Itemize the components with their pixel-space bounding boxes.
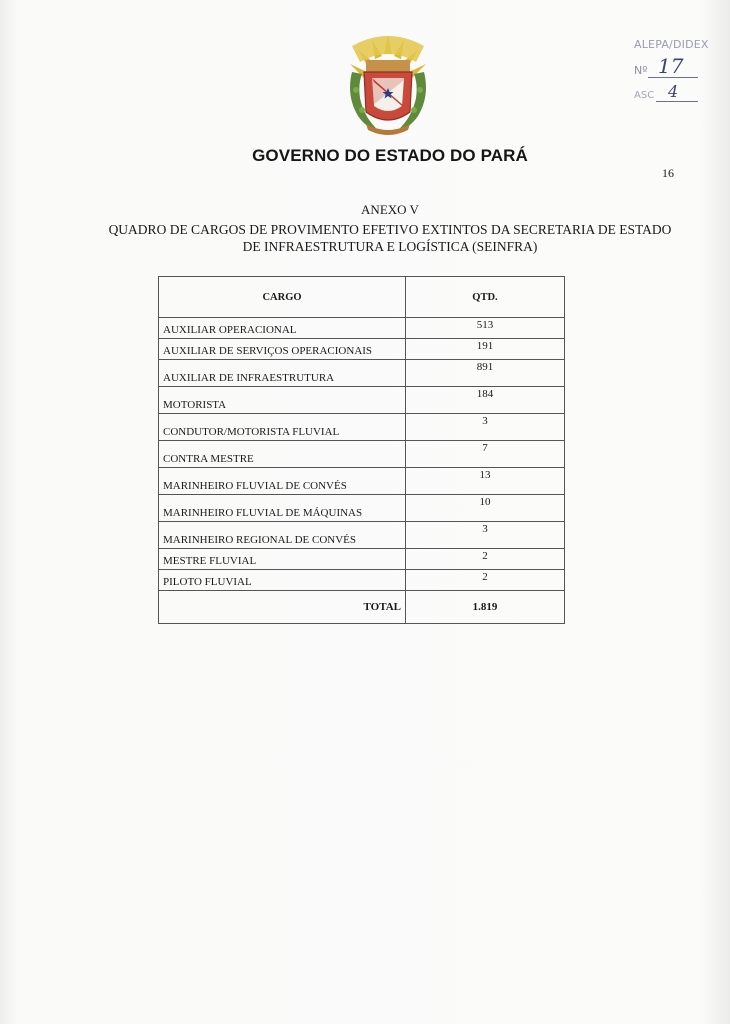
qtd-cell: 3: [406, 522, 565, 549]
cargo-cell: CONTRA MESTRE: [159, 441, 406, 468]
cargo-cell: AUXILIAR DE INFRAESTRUTURA: [159, 360, 406, 387]
stamp-asc-value: 4: [668, 82, 679, 101]
qtd-cell: 2: [406, 570, 565, 591]
total-label: TOTAL: [159, 591, 406, 624]
cargo-cell: MARINHEIRO FLUVIAL DE MÁQUINAS: [159, 495, 406, 522]
cargo-cell: CONDUTOR/MOTORISTA FLUVIAL: [159, 414, 406, 441]
stamp-number-label: Nº: [634, 64, 648, 77]
table-row: [159, 441, 565, 468]
table-row: [159, 570, 565, 591]
table-row: [159, 468, 565, 495]
government-title: GOVERNO DO ESTADO DO PARÁ: [252, 146, 528, 165]
qtd-cell: 3: [406, 414, 565, 441]
total-value: 1.819: [406, 591, 565, 624]
qtd-cell: 10: [406, 495, 565, 522]
table-row: [159, 318, 565, 339]
cargo-cell: AUXILIAR OPERACIONAL: [159, 318, 406, 339]
table-row: [159, 495, 565, 522]
table-row: [159, 522, 565, 549]
para-state-coat-of-arms-icon: [342, 32, 434, 140]
cargo-cell: MESTRE FLUVIAL: [159, 549, 406, 570]
qtd-cell: 2: [406, 549, 565, 570]
cargo-cell: MARINHEIRO FLUVIAL DE CONVÉS: [159, 468, 406, 495]
table-row: [159, 360, 565, 387]
cargo-cell: MARINHEIRO REGIONAL DE CONVÉS: [159, 522, 406, 549]
annex-label: ANEXO V: [361, 202, 419, 217]
total-row: [159, 591, 565, 624]
qtd-cell: 184: [406, 387, 565, 414]
qtd-cell: 891: [406, 360, 565, 387]
stamp-org: ALEPA/DIDEX: [634, 38, 709, 51]
qtd-cell: 513: [406, 318, 565, 339]
qtd-cell: 7: [406, 441, 565, 468]
stamp-number-value: 17: [658, 54, 684, 78]
stamp-asc-line: [656, 101, 698, 102]
positions-table: [158, 276, 565, 624]
page-number: 16: [662, 166, 674, 180]
qtd-cell: 13: [406, 468, 565, 495]
table-row: [159, 414, 565, 441]
protocol-stamp: [612, 36, 712, 116]
document-title: QUADRO DE CARGOS DE PROVIMENTO EFETIVO EXTINTOS DA SECRETARIA DE ESTADO DE INFRAESTRUTURA E LOGÍSTICA (SEINFRA): [108, 222, 672, 254]
header-cargo: CARGO: [159, 277, 406, 318]
stamp-number-line: [648, 77, 698, 78]
table-row: [159, 387, 565, 414]
cargo-cell: PILOTO FLUVIAL: [159, 570, 406, 591]
cargo-cell: MOTORISTA: [159, 387, 406, 414]
stamp-asc-label: ASC: [634, 90, 655, 101]
qtd-cell: 191: [406, 339, 565, 360]
cargo-cell: AUXILIAR DE SERVIÇOS OPERACIONAIS: [159, 339, 406, 360]
table-row: [159, 549, 565, 570]
table-header-row: [159, 277, 565, 318]
header-qtd: QTD.: [406, 277, 565, 318]
table-row: [159, 339, 565, 360]
